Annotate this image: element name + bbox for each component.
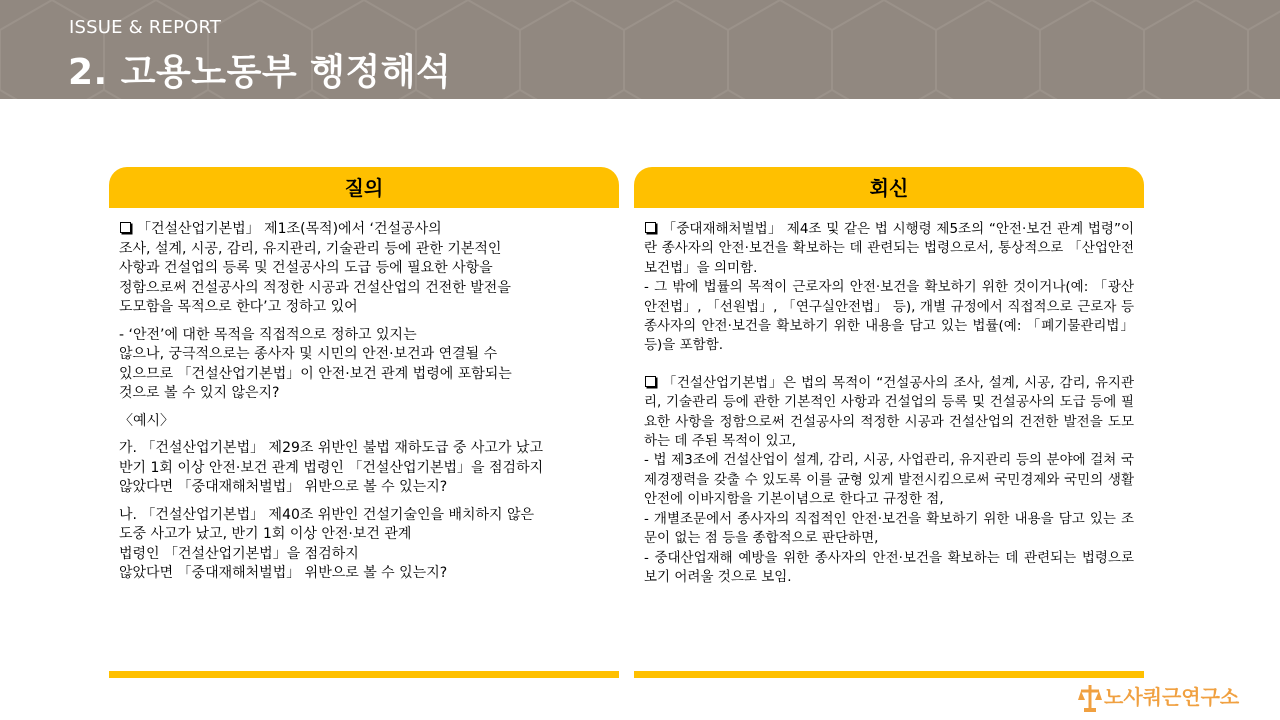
inquiry-paragraph: 「건설산업기본법」 제1조(목적)에서 ‘건설공사의 조사, 설계, 시공, 감리, 유지관리, 기술관리 등에 관한 기본적인 사항과 건설업의 등록 및 건설공사의 도급 등에 필요한 사항을 정함으로써 건설공사의 적정한 시공과 건설산업의 건전한 발전을 도모함을 목적으로 한다’고 정하고 있어 bbox=[119, 221, 511, 315]
section-label: ISSUE & REPORT bbox=[69, 17, 222, 38]
reply-footer-bar bbox=[634, 671, 1144, 678]
reply-heading: 회신 bbox=[634, 167, 1144, 208]
checkbox-bullet-icon bbox=[645, 222, 656, 233]
checkbox-bullet-icon bbox=[120, 222, 131, 233]
header-banner bbox=[0, 0, 1280, 99]
scale-logo-icon bbox=[1078, 683, 1102, 713]
brand-logo bbox=[1078, 681, 1278, 715]
inquiry-example-label: 〈예시〉 bbox=[119, 412, 175, 429]
inquiry-footer-bar bbox=[109, 671, 619, 678]
reply-paragraph: 「중대재해처벌법」 제4조 및 같은 법 시행령 제5조의 “안전·보건 관계 법령”이란 종사자의 안전·보건을 확보하는 데 관련되는 법령으로서, 통상적으로 「산업안전보건법」을 의미함. - 그 밖에 법률의 목적이 근로자의 안전·보건을 확보하기 위한 것이거나(예: 「광산안전법」, 「선원법」, 「연구실안전법」 등), 개별 규정에서 직접적으로 근로자 등 종사자의 안전·보건을 확보하기 위한 내용을 담고 있는 법률(예: 「폐기물관리법」 등)을 포함함. bbox=[644, 221, 1134, 354]
brand-name: 노사쿼근연구소 bbox=[1104, 685, 1240, 709]
inquiry-paragraph: - ‘안전’에 대한 목적을 직접적으로 정하고 있지는 않으나, 궁극적으로는 종사자 및 시민의 안전·보건과 연결될 수 있으므로 「건설산업기본법」이 안전·보건 관계 법령에 포함되는 것으로 볼 수 있지 않은지? bbox=[119, 326, 512, 401]
page-title: 2. 고용노동부 행정해석 bbox=[68, 52, 452, 93]
inquiry-example-b: 나. 「건설산업기본법」 제40조 위반인 건설기술인을 배치하지 않은 도중 사고가 났고, 반기 1회 이상 안전·보건 관계 법령인 「건설산업기본법」을 점검하지 않았다면 「중대재해처벌법」 위반으로 볼 수 있는지? bbox=[119, 506, 535, 581]
checkbox-bullet-icon bbox=[645, 376, 656, 387]
reply-body bbox=[644, 220, 1134, 605]
reply-panel bbox=[634, 167, 1144, 678]
inquiry-panel bbox=[109, 167, 619, 678]
inquiry-body bbox=[119, 220, 609, 592]
inquiry-example-a: 가. 「건설산업기본법」 제29조 위반인 불법 재하도급 중 사고가 났고 반기 1회 이상 안전·보건 관계 법령인 「건설산업기본법」을 점검하지 않았다면 「중대재해처벌법」 위반으로 볼 수 있는지? bbox=[119, 440, 544, 495]
reply-paragraph: 「건설산업기본법」은 법의 목적이 “건설공사의 조사, 설계, 시공, 감리, 유지관리, 기술관리 등에 관한 기본적인 사항과 건설업의 등록 및 건설공사의 도급 등에 필요한 사항을 정함으로써 건설공사의 적정한 시공과 건설산업의 건전한 발전을 도모하는 데 주된 목적이 있고, - 법 제3조에 건설산업이 설계, 감리, 시공, 사업관리, 유지관리 등의 분야에 걸쳐 국제경쟁력을 갖출 수 있도록 이를 균형 있게 발전시킴으로써 국민경제와 국민의 생활안전에 이바지함을 기본이념으로 한다고 규정한 점, - 개별조문에서 종사자의 직접적인 안전·보건을 확보하기 위한 내용을 담고 있는 조문이 없는 점 등을 종합적으로 판단하면, - 중대산업재해 예방을 위한 종사자의 안전·보건을 확보하는 데 관련되는 법령으로 보기 어려울 것으로 보임. bbox=[644, 374, 1134, 585]
inquiry-heading: 질의 bbox=[109, 167, 619, 208]
